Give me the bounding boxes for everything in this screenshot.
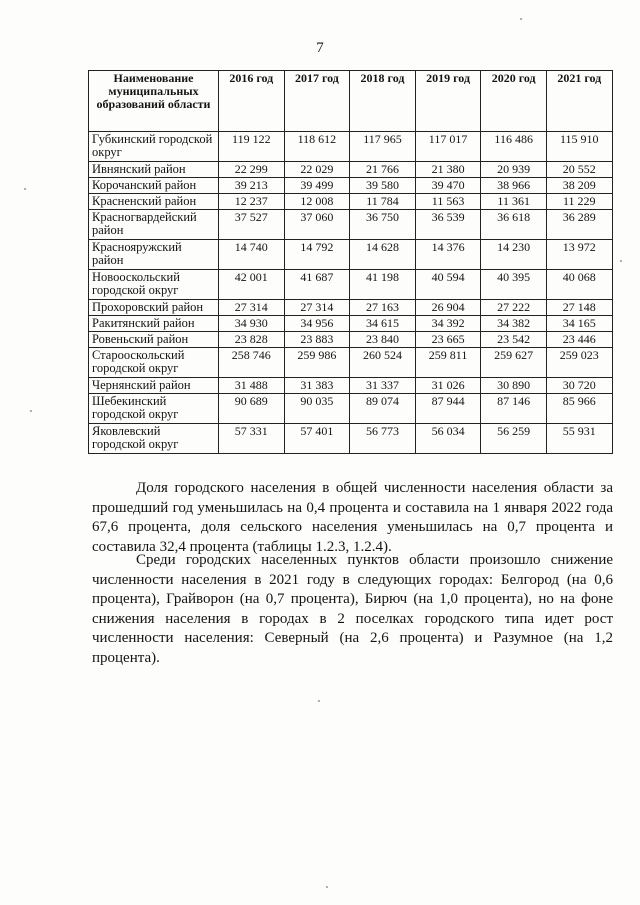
population-value: 31 026 bbox=[415, 378, 481, 394]
municipality-name: Краснояружский район bbox=[89, 240, 219, 270]
population-value: 117 017 bbox=[415, 132, 481, 162]
population-value: 87 146 bbox=[481, 394, 547, 424]
population-value: 41 198 bbox=[350, 270, 416, 300]
population-value: 13 972 bbox=[546, 240, 612, 270]
table-row bbox=[89, 270, 613, 300]
population-value: 42 001 bbox=[219, 270, 285, 300]
population-value: 31 488 bbox=[219, 378, 285, 394]
municipality-name: Корочанский район bbox=[89, 178, 219, 194]
population-value: 12 237 bbox=[219, 194, 285, 210]
municipality-name: Чернянский район bbox=[89, 378, 219, 394]
population-value: 259 627 bbox=[481, 348, 547, 378]
header-2021: 2021 год bbox=[546, 71, 612, 132]
population-value: 21 380 bbox=[415, 162, 481, 178]
paragraph-city-decline bbox=[92, 551, 613, 668]
table-row bbox=[89, 240, 613, 270]
population-value: 22 029 bbox=[284, 162, 350, 178]
table-row bbox=[89, 300, 613, 316]
population-value: 90 689 bbox=[219, 394, 285, 424]
population-value: 23 883 bbox=[284, 332, 350, 348]
population-value: 30 720 bbox=[546, 378, 612, 394]
header-2020: 2020 год bbox=[481, 71, 547, 132]
header-2018: 2018 год bbox=[350, 71, 416, 132]
population-value: 259 811 bbox=[415, 348, 481, 378]
population-value: 11 361 bbox=[481, 194, 547, 210]
population-value: 23 665 bbox=[415, 332, 481, 348]
population-value: 14 376 bbox=[415, 240, 481, 270]
population-value: 56 259 bbox=[481, 424, 547, 454]
population-value: 40 395 bbox=[481, 270, 547, 300]
population-value: 27 163 bbox=[350, 300, 416, 316]
table-header-row bbox=[89, 71, 613, 132]
table-row bbox=[89, 332, 613, 348]
municipality-name: Красненский район bbox=[89, 194, 219, 210]
population-value: 12 008 bbox=[284, 194, 350, 210]
municipality-name: Прохоровский район bbox=[89, 300, 219, 316]
population-value: 39 499 bbox=[284, 178, 350, 194]
municipality-name: Новооскольский городской округ bbox=[89, 270, 219, 300]
population-value: 27 222 bbox=[481, 300, 547, 316]
population-value: 34 956 bbox=[284, 316, 350, 332]
population-value: 34 392 bbox=[415, 316, 481, 332]
table-row bbox=[89, 378, 613, 394]
population-value: 27 314 bbox=[219, 300, 285, 316]
population-value: 85 966 bbox=[546, 394, 612, 424]
municipality-name: Ровеньский район bbox=[89, 332, 219, 348]
municipality-name: Шебекинский городской округ bbox=[89, 394, 219, 424]
table-row bbox=[89, 194, 613, 210]
table-row bbox=[89, 316, 613, 332]
population-value: 57 331 bbox=[219, 424, 285, 454]
population-value: 14 740 bbox=[219, 240, 285, 270]
population-value: 37 060 bbox=[284, 210, 350, 240]
table-row bbox=[89, 132, 613, 162]
population-value: 23 828 bbox=[219, 332, 285, 348]
population-value: 118 612 bbox=[284, 132, 350, 162]
population-value: 41 687 bbox=[284, 270, 350, 300]
population-value: 20 939 bbox=[481, 162, 547, 178]
population-value: 40 594 bbox=[415, 270, 481, 300]
population-value: 14 792 bbox=[284, 240, 350, 270]
population-value: 26 904 bbox=[415, 300, 481, 316]
table-row bbox=[89, 210, 613, 240]
population-value: 11 784 bbox=[350, 194, 416, 210]
header-2017: 2017 год bbox=[284, 71, 350, 132]
page-number: 7 bbox=[316, 40, 324, 56]
population-value: 34 382 bbox=[481, 316, 547, 332]
population-value: 260 524 bbox=[350, 348, 416, 378]
paragraph-urban-share bbox=[92, 479, 613, 557]
population-value: 39 580 bbox=[350, 178, 416, 194]
population-value: 31 337 bbox=[350, 378, 416, 394]
population-value: 39 213 bbox=[219, 178, 285, 194]
population-value: 56 034 bbox=[415, 424, 481, 454]
population-value: 14 230 bbox=[481, 240, 547, 270]
paragraph-text: Доля городского населения в общей численности населения области за прошедший год уменьшилась на 0,4 процента и составила на 1 января 2022 года 67,6 процента, доля сельского населения уменьшилась на 0,7 процента и составила 32,4 процента (таблицы 1.2.3, 1.2.4). bbox=[92, 480, 613, 555]
population-value: 119 122 bbox=[219, 132, 285, 162]
population-value: 38 966 bbox=[481, 178, 547, 194]
population-value: 36 539 bbox=[415, 210, 481, 240]
population-value: 11 563 bbox=[415, 194, 481, 210]
municipality-name: Ивнянский район bbox=[89, 162, 219, 178]
table-row bbox=[89, 178, 613, 194]
population-value: 258 746 bbox=[219, 348, 285, 378]
municipality-name: Старооскольский городской округ bbox=[89, 348, 219, 378]
population-value: 36 289 bbox=[546, 210, 612, 240]
population-value: 40 068 bbox=[546, 270, 612, 300]
table-row bbox=[89, 394, 613, 424]
population-value: 14 628 bbox=[350, 240, 416, 270]
population-value: 115 910 bbox=[546, 132, 612, 162]
population-value: 55 931 bbox=[546, 424, 612, 454]
population-value: 20 552 bbox=[546, 162, 612, 178]
table-row bbox=[89, 348, 613, 378]
population-value: 23 840 bbox=[350, 332, 416, 348]
population-value: 36 618 bbox=[481, 210, 547, 240]
population-value: 30 890 bbox=[481, 378, 547, 394]
population-value: 34 165 bbox=[546, 316, 612, 332]
population-value: 87 944 bbox=[415, 394, 481, 424]
header-name: Наименование муниципальных образований области bbox=[89, 71, 219, 132]
population-value: 31 383 bbox=[284, 378, 350, 394]
population-value: 34 615 bbox=[350, 316, 416, 332]
population-value: 27 314 bbox=[284, 300, 350, 316]
population-value: 57 401 bbox=[284, 424, 350, 454]
population-value: 259 023 bbox=[546, 348, 612, 378]
population-value: 23 446 bbox=[546, 332, 612, 348]
population-value: 34 930 bbox=[219, 316, 285, 332]
population-table bbox=[88, 70, 613, 454]
population-value: 259 986 bbox=[284, 348, 350, 378]
population-value: 36 750 bbox=[350, 210, 416, 240]
municipality-name: Красногвардейский район bbox=[89, 210, 219, 240]
paragraph-text: Среди городских населенных пунктов области произошло снижение численности населения в 2021 году в следующих городах: Белгород (на 0,6 процента), Грайворон (на 0,7 процента), Бирюч (на 1,0 процента), но на фоне снижения населения в городах в 2 поселках городского типа идет рост численности населения: Северный (на 2,6 процента) и Разумное (на 1,2 процента). bbox=[92, 552, 613, 666]
header-2019: 2019 год bbox=[415, 71, 481, 132]
table-row bbox=[89, 424, 613, 454]
municipality-name: Губкинский городской округ bbox=[89, 132, 219, 162]
population-value: 37 527 bbox=[219, 210, 285, 240]
population-value: 39 470 bbox=[415, 178, 481, 194]
population-value: 56 773 bbox=[350, 424, 416, 454]
municipality-name: Ракитянский район bbox=[89, 316, 219, 332]
population-value: 23 542 bbox=[481, 332, 547, 348]
population-value: 22 299 bbox=[219, 162, 285, 178]
population-value: 21 766 bbox=[350, 162, 416, 178]
population-value: 27 148 bbox=[546, 300, 612, 316]
population-value: 117 965 bbox=[350, 132, 416, 162]
population-value: 90 035 bbox=[284, 394, 350, 424]
header-2016: 2016 год bbox=[219, 71, 285, 132]
table-row bbox=[89, 162, 613, 178]
population-value: 11 229 bbox=[546, 194, 612, 210]
population-value: 89 074 bbox=[350, 394, 416, 424]
population-value: 116 486 bbox=[481, 132, 547, 162]
population-value: 38 209 bbox=[546, 178, 612, 194]
municipality-name: Яковлевский городской округ bbox=[89, 424, 219, 454]
